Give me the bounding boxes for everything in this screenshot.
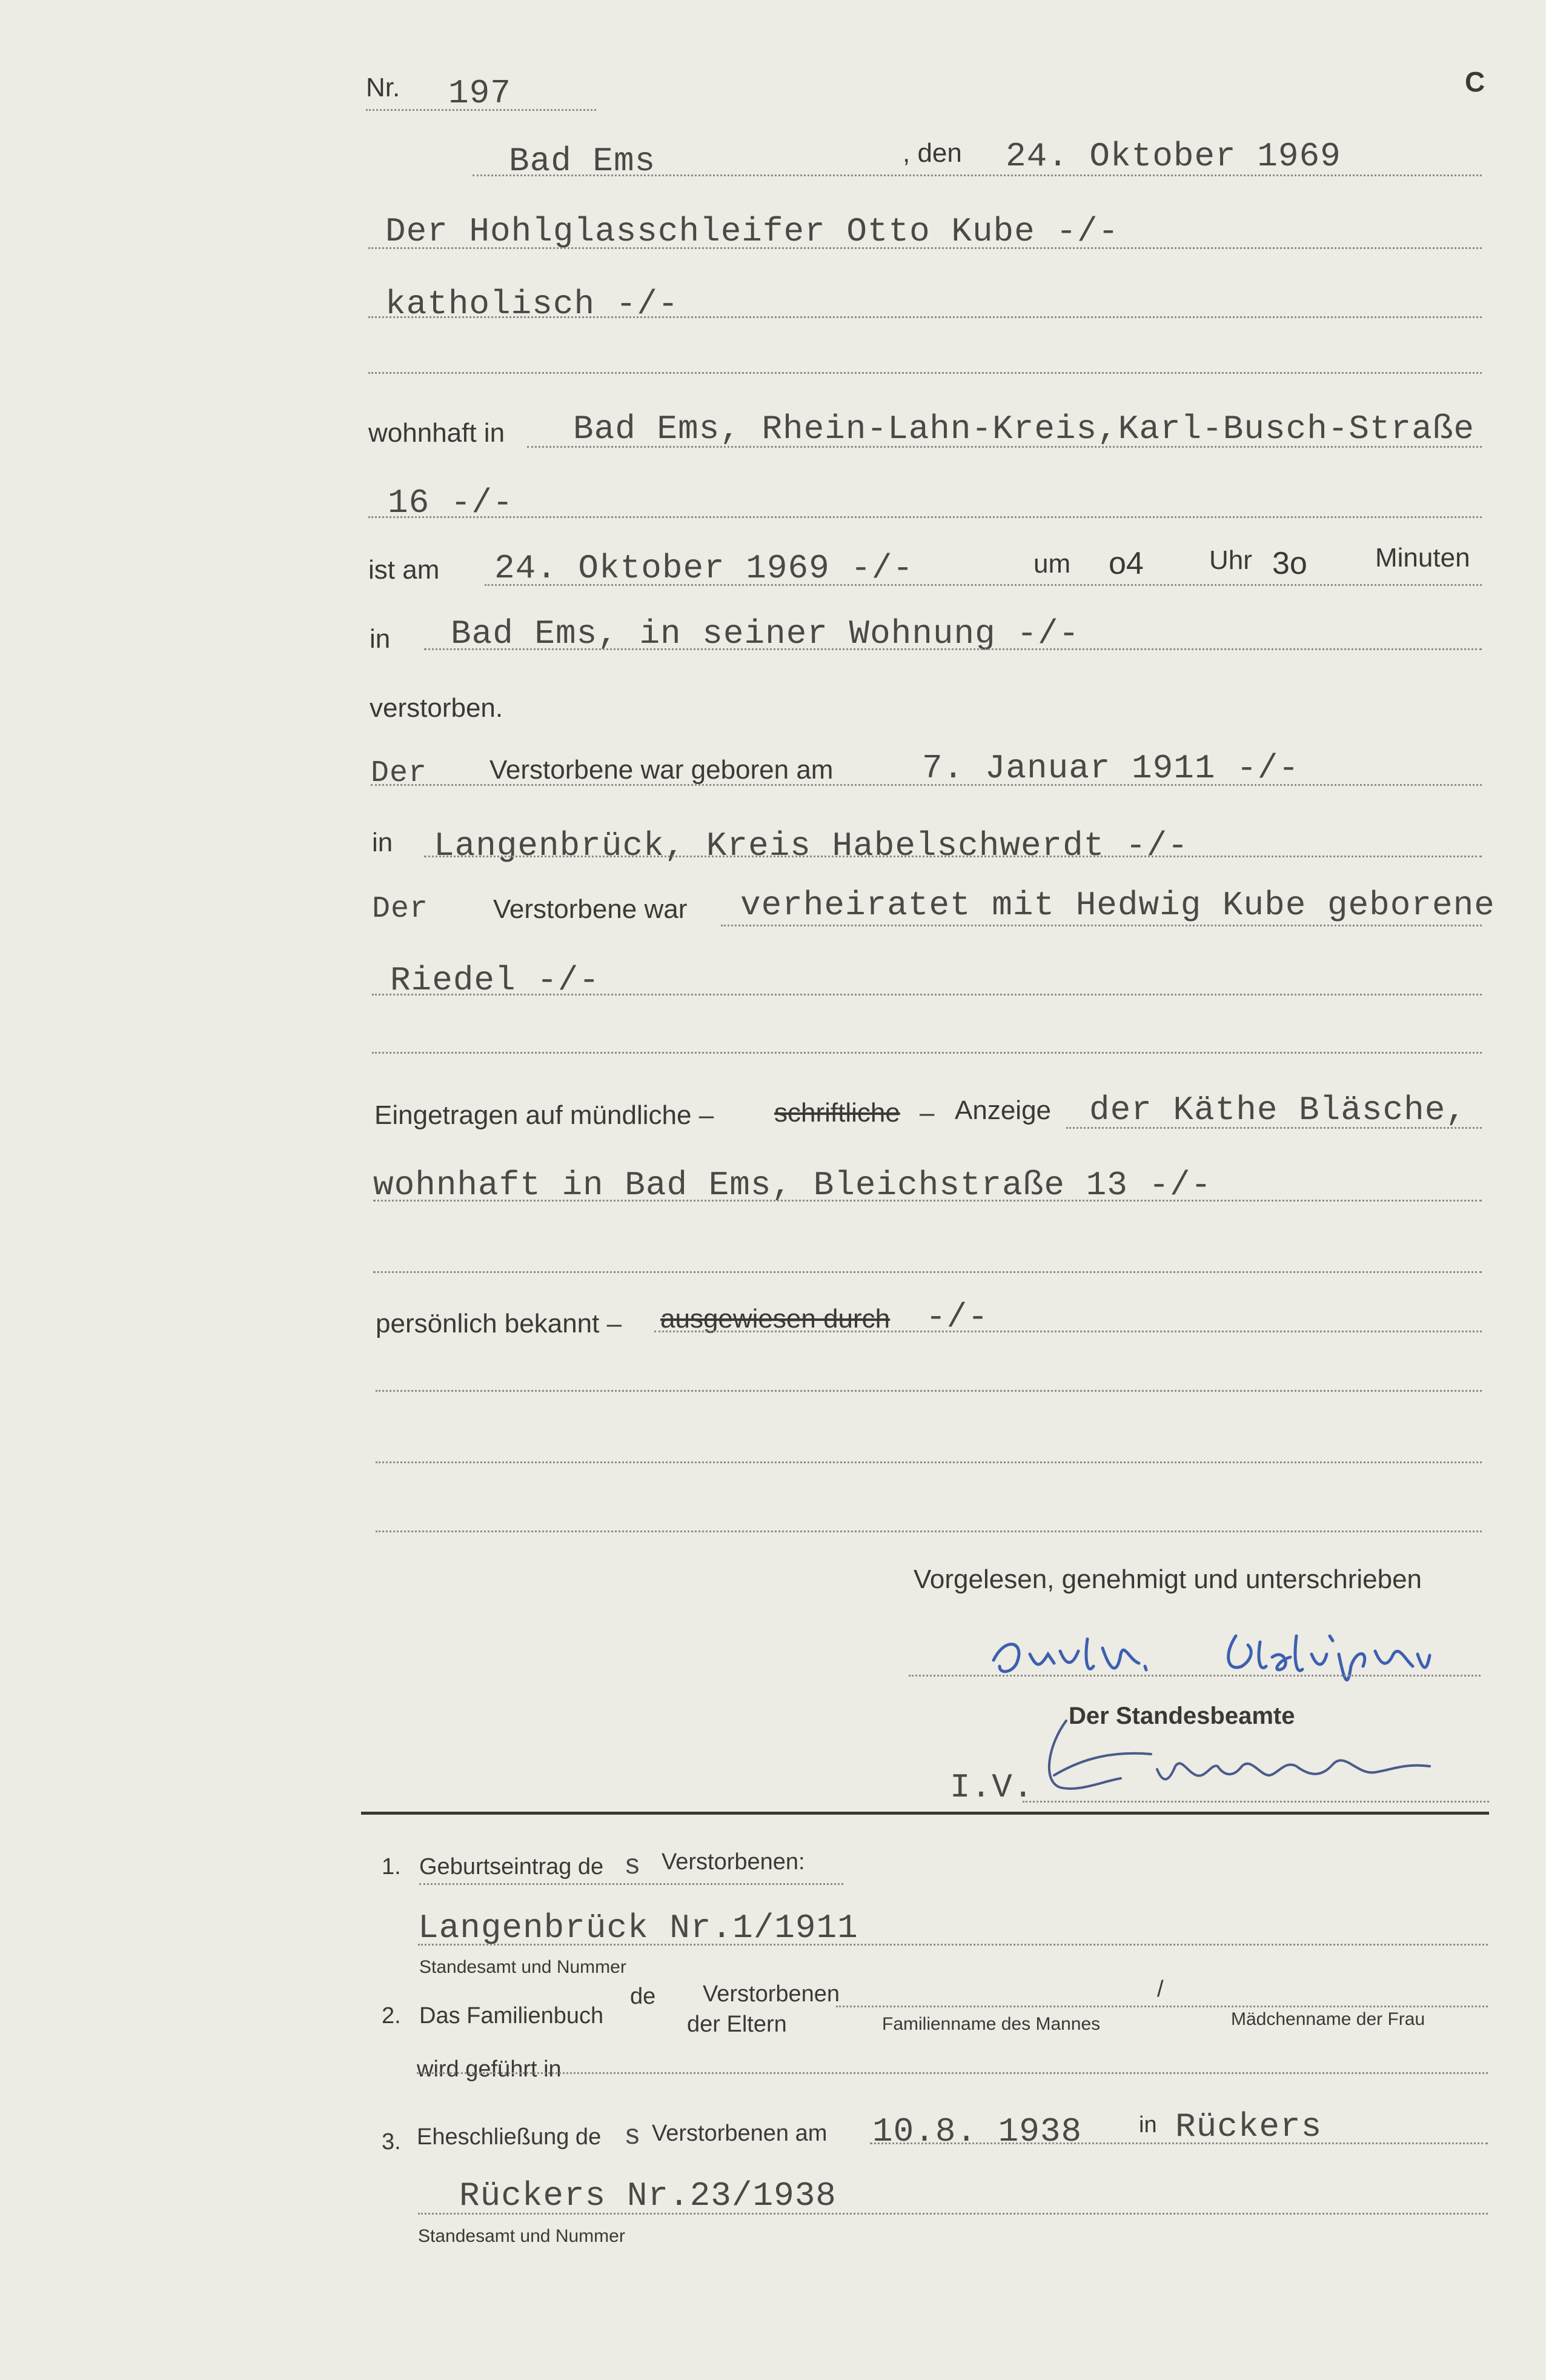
note-3-in: in — [1139, 2112, 1157, 2138]
note-3-label-2: Verstorbenen am — [652, 2121, 828, 2146]
death-in-label: in — [370, 624, 391, 654]
note-2-slash: / — [1157, 1976, 1164, 2002]
dotted-line — [373, 1271, 1482, 1273]
personal-value: -/- — [926, 1298, 989, 1337]
birth-date: 7. Januar 1911 -/- — [922, 749, 1299, 788]
registration-label: Eingetragen auf mündliche – — [374, 1100, 714, 1130]
note-3-number: 3. — [382, 2129, 401, 2155]
dotted-line — [424, 648, 1482, 650]
note-1-suffix: s — [624, 1850, 642, 1882]
informant-2: wohnhaft in Bad Ems, Bleichstraße 13 -/- — [373, 1166, 1212, 1205]
dotted-line — [418, 1944, 1488, 1946]
deceased-religion: katholisch -/- — [385, 285, 679, 324]
birth-in-label: in — [372, 828, 393, 857]
section-divider — [361, 1812, 1489, 1815]
birth-place: Langenbrück, Kreis Habelschwerdt -/- — [434, 826, 1189, 865]
personal-label: persönlich bekannt – — [376, 1309, 622, 1338]
dotted-line — [376, 1461, 1482, 1463]
dotted-line — [372, 994, 1482, 996]
death-place: Bad Ems, in seiner Wohnung -/- — [451, 614, 1080, 653]
registrar-label: Der Standesbeamte — [1069, 1703, 1295, 1729]
dotted-line — [366, 109, 596, 111]
dotted-line — [368, 516, 1482, 518]
note-2-caption-wife: Mädchenname der Frau — [1231, 2009, 1425, 2029]
deceased-name: Der Hohlglasschleifer Otto Kube -/- — [385, 212, 1120, 251]
birth-der: Der — [371, 756, 428, 791]
note-2-de: de — [630, 1984, 656, 2009]
death-hour: o4 — [1109, 546, 1144, 581]
dotted-line — [419, 1883, 843, 1885]
corner-letter: C — [1465, 66, 1485, 98]
dotted-line — [376, 1531, 1482, 1532]
dotted-line — [870, 2142, 1488, 2144]
note-1-label: Geburtseintrag de — [419, 1854, 604, 1880]
death-minute: 3o — [1272, 546, 1307, 581]
note-3-suffix: s — [624, 2121, 642, 2152]
dotted-line — [473, 175, 1482, 176]
marital-status-2: Riedel -/- — [390, 961, 600, 1000]
note-3-label: Eheschließung de — [417, 2124, 602, 2150]
dotted-line — [376, 1390, 1482, 1392]
uhr-label: Uhr — [1209, 545, 1252, 575]
dotted-line — [368, 247, 1482, 249]
marital-label: Verstorbene war — [493, 894, 688, 924]
informant: der Käthe Bläsche, — [1089, 1091, 1467, 1129]
closing-text: Vorgelesen, genehmigt und unterschrieben — [914, 1564, 1422, 1594]
verstorben-label: verstorben. — [370, 693, 503, 723]
note-3-date: 10.8. 1938 — [872, 2112, 1083, 2151]
den-label: , den — [903, 138, 962, 168]
informant-signature — [981, 1618, 1478, 1690]
dotted-line — [368, 316, 1482, 318]
dotted-line — [654, 1331, 1482, 1332]
note-2-verstorbenen: Verstorbenen — [703, 1981, 840, 2007]
note-1-number: 1. — [382, 1854, 401, 1880]
note-3-caption: Standesamt und Nummer — [418, 2226, 625, 2246]
registrar-signature — [1030, 1709, 1490, 1800]
minuten-label: Minuten — [1375, 543, 1470, 573]
record-date: 24. Oktober 1969 — [1006, 137, 1341, 176]
dotted-line — [417, 2072, 1488, 2074]
note-2-caption-husband: Familienname des Mannes — [882, 2014, 1101, 2034]
dotted-line — [371, 784, 1482, 786]
note-3-place: Rückers — [1175, 2107, 1322, 2146]
dotted-line — [1066, 1127, 1482, 1129]
dotted-line — [909, 1675, 1481, 1677]
residence-label: wohnhaft in — [368, 418, 505, 448]
dotted-line — [373, 1200, 1482, 1202]
record-number: 197 — [448, 74, 511, 113]
dotted-line — [1023, 1801, 1489, 1803]
note-2-label: Das Familienbuch — [419, 2003, 604, 2029]
dotted-line — [836, 2006, 1488, 2007]
note-2-number: 2. — [382, 2003, 401, 2029]
note-2-eltern: der Eltern — [687, 2012, 787, 2037]
anzeige-label: Anzeige — [955, 1095, 1052, 1125]
um-label: um — [1033, 549, 1071, 579]
registration-dash: – — [920, 1098, 935, 1128]
personal-struck: ausgewiesen durch — [660, 1304, 891, 1334]
dotted-line — [527, 446, 1482, 448]
note-1-label-2: Verstorbenen: — [662, 1849, 805, 1875]
ist-am-label: ist am — [368, 555, 440, 585]
marital-status: verheiratet mit Hedwig Kube geborene — [740, 886, 1495, 925]
dotted-line — [485, 584, 1482, 586]
note-1-value: Langenbrück Nr.1/1911 — [418, 1909, 858, 1947]
note-3-value: Rückers Nr.23/1938 — [459, 2176, 837, 2215]
dotted-line — [721, 925, 1482, 926]
nr-label: Nr. — [366, 73, 400, 102]
residence-line-2: 16 -/- — [388, 484, 514, 522]
birth-label: Verstorbene war geboren am — [489, 755, 834, 785]
note-1-caption: Standesamt und Nummer — [419, 1957, 626, 1977]
dotted-line — [418, 2213, 1488, 2215]
marital-der: Der — [372, 892, 429, 926]
dotted-line — [424, 856, 1482, 857]
registration-struck: schriftliche — [774, 1098, 900, 1128]
dotted-line — [368, 372, 1482, 374]
note-2-wird: wird geführt in — [417, 2056, 562, 2082]
record-place: Bad Ems — [509, 142, 656, 181]
iv-label: I.V. — [950, 1768, 1034, 1807]
dotted-line — [372, 1052, 1482, 1054]
death-date: 24. Oktober 1969 -/- — [494, 549, 914, 588]
residence-line-1: Bad Ems, Rhein-Lahn-Kreis,Karl-Busch-Straße — [573, 410, 1475, 448]
